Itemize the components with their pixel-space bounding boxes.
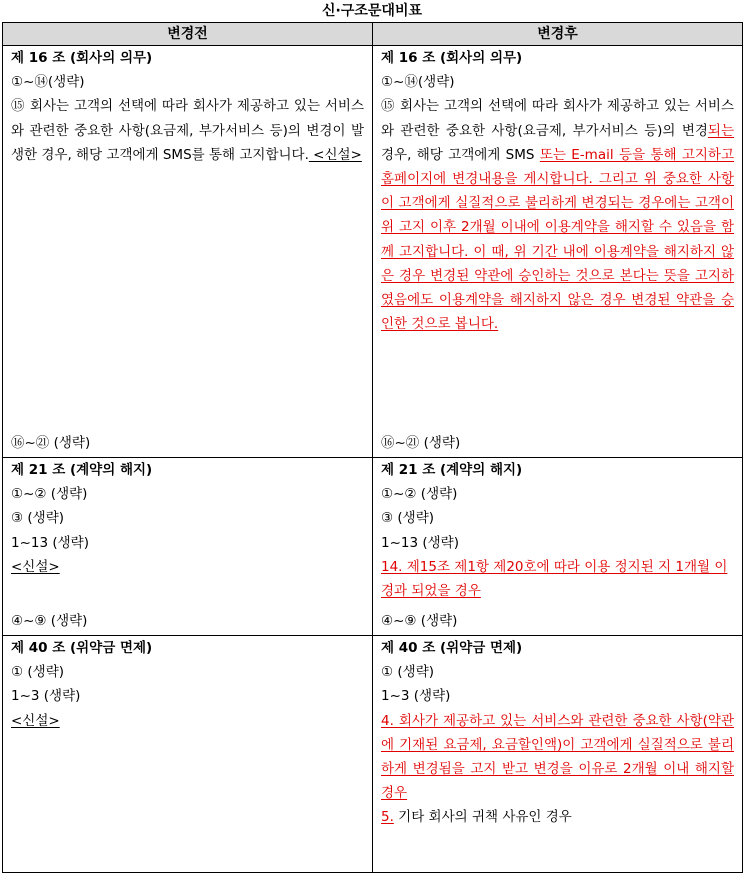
comparison-table bbox=[2, 22, 743, 873]
article-16-after bbox=[373, 46, 743, 458]
changed-text: 14. 제15조 제1항 제20호에 따라 이용 정지된 지 1개월 이 경과 되었을 경우 bbox=[381, 558, 728, 600]
omit-line: ④~⑨ (생략) bbox=[381, 612, 458, 629]
clause-15-text-c: 경우, 해당 고객에게 SMS bbox=[381, 146, 540, 163]
omit-line: ⑯~㉑ (생략) bbox=[11, 434, 91, 451]
item-5 bbox=[381, 805, 734, 829]
article-21-before bbox=[3, 458, 373, 636]
new-marker: <신설> bbox=[308, 146, 362, 163]
article-heading: 제 16 조 (회사의 의무) bbox=[11, 50, 153, 66]
clause-15-text-a: ⑮ 회사는 고객의 선택에 따라 회사가 제공하고 있는 서비스와 관련한 중요한 사항(요금제, 부가서비스 등)의 변경 bbox=[381, 98, 734, 139]
omit-line: ④~⑨ (생략) bbox=[11, 612, 88, 629]
omit-line: ⑯~㉑ (생략) bbox=[381, 434, 461, 451]
new-marker: <신설> bbox=[11, 558, 60, 575]
clause-15-after bbox=[381, 94, 734, 336]
omit-line: ① (생략) bbox=[11, 664, 65, 681]
omit-line: 1~3 (생략) bbox=[11, 688, 81, 705]
omit-line: 1~13 (생략) bbox=[11, 534, 89, 551]
omit-line: ①~② (생략) bbox=[381, 486, 458, 503]
header-before: 변경전 bbox=[3, 23, 373, 46]
header-after: 변경후 bbox=[373, 23, 743, 46]
article-heading: 제 40 조 (위약금 면제) bbox=[11, 640, 153, 656]
article-21-row bbox=[3, 458, 743, 636]
item-5-text: 기타 회사의 귀책 사유인 경우 bbox=[393, 809, 572, 826]
omit-line: ③ (생략) bbox=[11, 510, 65, 527]
article-16-row bbox=[3, 46, 743, 458]
changed-text: 또는 E-mail 등을 통해 고지하고 홈페이지에 변경내용을 게시합니다. 그리고 위 중요한 사항이 고객에게 실질적으로 불리하게 변경되는 경우에는 고객이 위 고지 이후 2개월 이내에 이용계약을 해지할 수 있음을 함께 고지합니다. 이 때, 위 기간 내에 이용계약을 해지하지 않은 경우 변경된 약관에 승인하는 것으로 본다는 뜻을 고지하였음에도 이용계약을 해지하지 않은 경우 변경된 약관을 승인한 것으로 봅니다. bbox=[381, 146, 735, 333]
omit-line: ①~⑭(생략) bbox=[11, 74, 85, 91]
clause-15-text: ⑮ 회사는 고객의 선택에 따라 회사가 제공하고 있는 서비스와 관련한 중요한 사항(요금제, 부가서비스 등)의 변경이 발생한 경우, 해당 고객에게 SMS를 통해 고지합니다. bbox=[11, 98, 364, 163]
omit-line: ①~⑭(생략) bbox=[381, 74, 455, 91]
changed-number: 5. bbox=[381, 809, 394, 826]
omit-line: 1~3 (생략) bbox=[381, 688, 451, 705]
changed-text: 되는 bbox=[707, 122, 734, 139]
article-heading: 제 40 조 (위약금 면제) bbox=[381, 640, 523, 656]
article-heading: 제 16 조 (회사의 의무) bbox=[381, 50, 523, 66]
omit-line: ① (생략) bbox=[381, 664, 435, 681]
omit-line: ①~② (생략) bbox=[11, 486, 88, 503]
article-40-after bbox=[373, 636, 743, 873]
article-16-before bbox=[3, 46, 373, 458]
header-row bbox=[3, 23, 743, 46]
omit-line: 1~13 (생략) bbox=[381, 534, 459, 551]
article-21-after bbox=[373, 458, 743, 636]
omit-line: ③ (생략) bbox=[381, 510, 435, 527]
article-40-before bbox=[3, 636, 373, 873]
article-heading: 제 21 조 (계약의 해지) bbox=[11, 462, 153, 478]
article-40-row bbox=[3, 636, 743, 873]
changed-text: 4. 회사가 제공하고 있는 서비스와 관련한 중요한 사항(약관에 기재된 요금제, 요금할인액)이 고객에게 실질적으로 불리하게 변경됨을 고지 받고 변경을 이유로 2개월 이내 해지할 경우 bbox=[381, 712, 734, 802]
page-title: 신·구조문대비표 bbox=[322, 3, 422, 19]
article-heading: 제 21 조 (계약의 해지) bbox=[381, 462, 523, 478]
clause-15-before bbox=[11, 94, 364, 167]
new-marker: <신설> bbox=[11, 712, 60, 729]
